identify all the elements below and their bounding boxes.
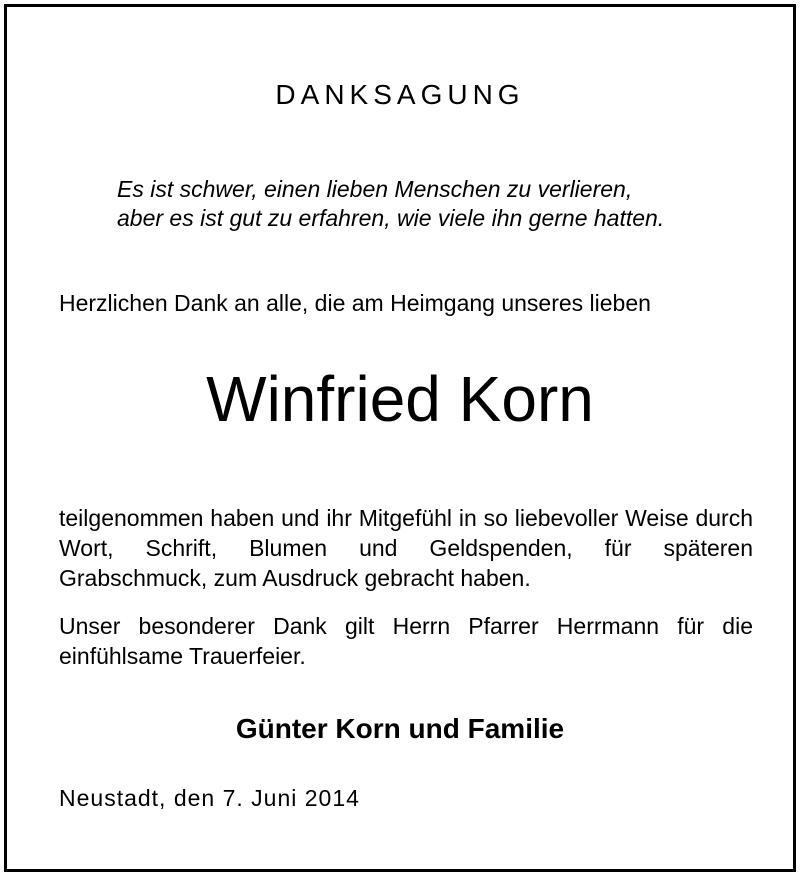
thanks-paragraph-1: teilgenommen haben und ihr Mitgefühl in so liebevoller Weise durch Wort, Schrift, Blumen und Geldspenden, für späteren Grabschmuck, zum Ausdruck gebracht haben. <box>59 505 753 591</box>
notice-frame <box>4 4 796 872</box>
quote-block <box>117 175 757 233</box>
quote-line-2: aber es ist gut zu erfahren, wie viele ihn gerne hatten. <box>117 205 665 231</box>
intro-text: Herzlichen Dank an alle, die am Heimgang unseres lieben <box>59 290 651 316</box>
notice-heading: DANKSAGUNG <box>275 79 525 110</box>
place-date: Neustadt, den 7. Juni 2014 <box>59 785 360 811</box>
deceased-name: Winfried Korn <box>206 363 594 435</box>
signature: Günter Korn und Familie <box>235 713 565 744</box>
thanks-paragraph-2: Unser besonderer Dank gilt Herrn Pfarrer Herrmann für die einfühlsame Trauerfeier. <box>59 613 753 669</box>
quote-line-1: Es ist schwer, einen lieben Menschen zu verlieren, <box>117 176 633 202</box>
